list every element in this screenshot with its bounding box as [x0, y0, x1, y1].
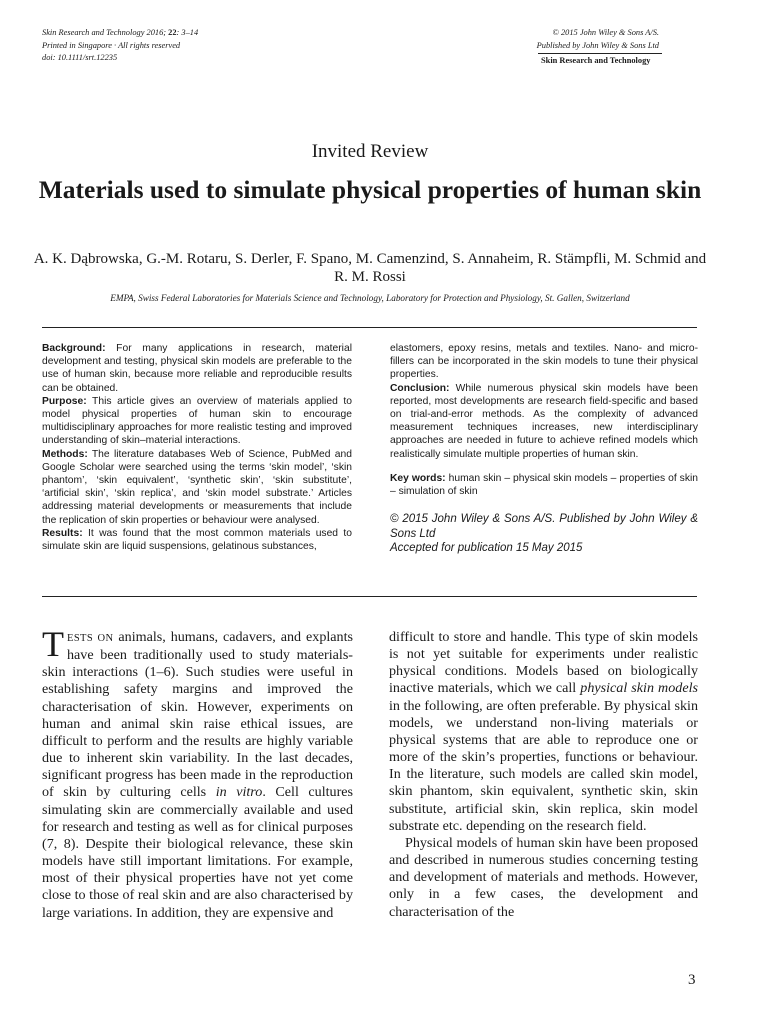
journal-name: Skin Research and Technology — [541, 56, 651, 65]
abstract-purpose: Purpose: This article gives an overview of materials applied to model physical properties of human skin to encourage multidisciplinary approaches for more realistic testing and improved understanding of skin–material interactions. — [42, 395, 352, 447]
abstract-top-rule — [42, 327, 697, 328]
abstract-methods: Methods: The literature databases Web of Science, PubMed and Google Scholar were searched using the terms ‘skin model’, ‘skin phantom’, ‘skin equivalent’, ‘synthetic skin’, ‘skin substitute’, ‘artificial skin’, ‘skin replica’, and ‘skin model substrate.’ Articles addressing material developments or measurements that include the replication of skin properties or behaviour were analysed. — [42, 448, 352, 526]
affiliation: EMPA, Swiss Federal Laboratories for Materials Science and Technology, Laboratory for Protection and Physiology, St. Gallen, Switzerland — [110, 293, 630, 303]
page-number: 3 — [688, 972, 696, 988]
abstract-left-column — [42, 342, 352, 553]
doi: doi: 10.1111/srt.12235 — [42, 53, 118, 62]
running-header-left — [42, 27, 198, 65]
header-rule — [538, 53, 662, 54]
body-paragraph-1-continuation: difficult to store and handle. This type of skin models is not yet suitable for experiments under realistic physical conditions. Models based on biologically inactive materials, which we call physical skin models in the following, are often preferable. By physical skin models, we understand non-living materials or physical systems that are able to reproduce one or more of the skin’s properties, functions or behaviour. In the literature, such models are called skin model, skin phantom, skin equivalent, synthetic skin, skin substitute, artificial skin, skin replica, skin model substrate etc. depending on the research field. — [389, 629, 698, 834]
accepted-date: Accepted for publication 15 May 2015 — [390, 542, 583, 555]
body-right-column — [389, 629, 698, 921]
abstract-copyright: © 2015 John Wiley & Sons A/S. Published by John Wiley & Sons Ltd Accepted for publication 15 May 2015 — [390, 513, 698, 555]
body-paragraph-1: TESTS ON animals, humans, cadavers, and explants have been traditionally used to study materials-skin interactions (1–6). Such studies were useful in establishing safety margins and improved the characterisation of skin. However, experiments on human and animal skin raise ethical issues, are difficult to perform and the results are highly variable due to inherent skin variability. In the last decades, significant progress has been made in the reproduction of skin by culturing cells in vitro. Cell cultures simulating skin are commercially available and used for research and testing as well as for clinical purposes (7, 8). Despite their biological relevance, these skin models have still important limitations. For example, most of their physical properties have not yet come close to those of real skin and are also characterised by large variations. In addition, they are expensive and — [42, 624, 354, 921]
abstract-bottom-rule — [42, 596, 697, 597]
section-label: Invited Review — [311, 141, 429, 162]
abstract-right-column — [390, 342, 698, 556]
journal-citation: Skin Research and Technology 2016; 22: 3–14 — [42, 28, 199, 37]
publisher-line: Published by John Wiley & Sons Ltd — [536, 40, 659, 50]
abstract-background: Background: For many applications in research, material development and testing, physical skin models are preferable to the use of human skin, because more reliable and reproducible results can be obtained. — [42, 343, 352, 394]
keywords: Key words: human skin – physical skin models – properties of skin – simulation of skin — [390, 472, 698, 498]
abstract-results-continuation: elastomers, epoxy resins, metals and textiles. Nano- and micro-fillers can be incorporated in the skin models to tune their physical properties. — [390, 343, 698, 381]
abstract-results: Results: It was found that the most common materials used to simulate skin are liquid suspensions, gelatinous substances, — [42, 527, 352, 553]
running-header-right — [537, 27, 659, 52]
copyright-line: © 2015 John Wiley & Sons A/S. — [552, 28, 659, 37]
print-notice: Printed in Singapore · All rights reserved — [42, 40, 181, 50]
author-list: A. K. Dąbrowska, G.-M. Rotaru, S. Derler, F. Spano, M. Camenzind, S. Annaheim, R. Stämpfli, M. Schmid and R. M. Rossi — [33, 251, 707, 285]
body-paragraph-2: Physical models of human skin have been proposed and described in numerous studies concerning testing and development of materials and methods. However, only in a few cases, the development and characterisation of the — [389, 834, 698, 920]
drop-cap: T — [42, 624, 64, 664]
body-left-column — [42, 624, 354, 922]
abstract-conclusion: Conclusion: While numerous physical skin models have been reported, most developments are research field-specific and based on trial-and-error methods. As the complexity of advanced measurement techniques increases, new interdisciplinary approaches are needed in future to achieve refined models which realistically simulate multiple properties of human skin. — [390, 382, 698, 460]
article-title: Materials used to simulate physical properties of human skin — [38, 175, 702, 204]
